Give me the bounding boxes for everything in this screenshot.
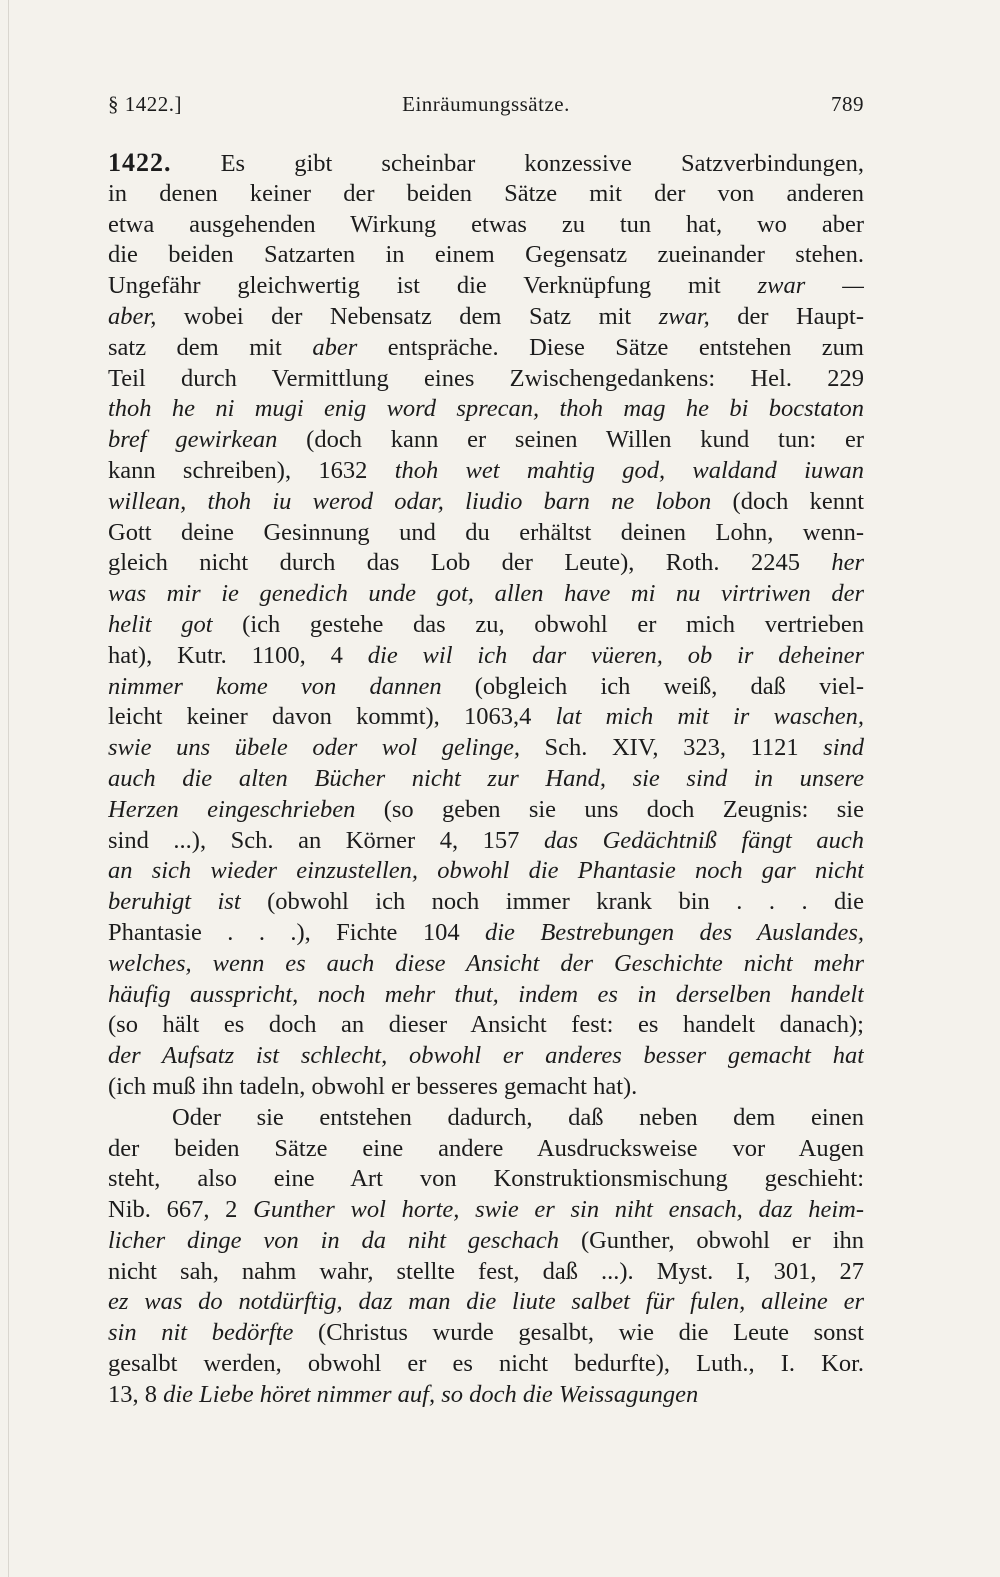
text-run: steht, also eine Art von Konstruktionsmischung geschieht: (108, 1165, 864, 1193)
text-run: nicht sah, nahm wahr, stellte fest, daß ...). Myst. I, 301, 27 (108, 1257, 864, 1285)
text-line (108, 918, 864, 949)
text-run: der beiden Sätze eine andere Ausdrucksweise vor Augen (108, 1134, 864, 1162)
text-run: (obwohl ich noch immer krank bin . . . die (240, 888, 864, 916)
text-run: kann schreiben), 1632 (108, 456, 395, 484)
italic-quotation: die wil ich dar vüeren, ob ir deheiner (367, 641, 864, 669)
italic-quotation: her (831, 549, 864, 577)
italic-quotation: die Liebe höret nimmer auf, so doch die Weissagungen (163, 1380, 699, 1408)
text-line (108, 1257, 864, 1288)
text-line (108, 641, 864, 672)
text-run: (Gunther, obwohl er ihn (559, 1226, 864, 1254)
text-run: Ungefähr gleichwertig ist die Verknüpfung mit (108, 272, 758, 300)
italic-quotation: helit got (108, 610, 213, 638)
section-number: 1422. (108, 148, 172, 177)
italic-quotation: auch die alten Bücher nicht zur Hand, sie sind in unsere (108, 764, 864, 792)
italic-quotation: lat mich mit ir waschen, (555, 703, 864, 731)
text-run: (doch kann er seinen Willen kund tun: er (277, 426, 864, 454)
text-line (108, 1195, 864, 1226)
running-header (108, 92, 864, 126)
italic-quotation: das Gedächtniß fängt auch (543, 826, 864, 854)
text-line (108, 887, 864, 918)
text-line (108, 210, 864, 241)
text-run: Oder sie entstehen dadurch, daß neben dem einen (172, 1103, 864, 1131)
text-line (108, 333, 864, 364)
text-line (108, 702, 864, 733)
text-line (108, 394, 864, 425)
text-run: (Christus wurde gesalbt, wie die Leute sonst (293, 1319, 864, 1347)
text-line (108, 1164, 864, 1195)
text-line (108, 1226, 864, 1257)
text-run: Es gibt scheinbar konzessive Satzverbindungen, (171, 150, 864, 177)
text-run: (so hält es doch an dieser Ansicht fest: es handelt danach); (108, 1011, 864, 1039)
italic-quotation: der Aufsatz ist schlecht, obwohl er anderes besser gemacht hat (108, 1042, 864, 1070)
text-run: hat), Kutr. 1100, 4 (108, 641, 368, 669)
text-run: in denen keiner der beiden Sätze mit der von anderen (108, 179, 864, 207)
text-line (108, 1380, 864, 1411)
text-line (108, 271, 864, 302)
italic-quotation: Herzen eingeschrieben (108, 795, 356, 823)
text-run: gleich nicht durch das Lob der Leute), Roth. 2245 (108, 549, 832, 577)
italic-quotation: die Bestrebungen des Auslandes, (484, 918, 864, 946)
text-line (108, 764, 864, 795)
italic-quotation: ez was do notdürftig, daz man die liute salbet für fulen, alleine er (108, 1288, 864, 1316)
body-text (108, 148, 864, 1411)
header-section: § 1422.] (108, 92, 182, 116)
italic-quotation: zwar, (658, 302, 710, 330)
text-line (108, 672, 864, 703)
text-line (108, 1072, 864, 1103)
italic-quotation: licher dinge von in da niht geschach (108, 1226, 560, 1254)
text-run: etwa ausgehenden Wirkung etwas zu tun hat, wo aber (108, 210, 864, 238)
text-line (108, 795, 864, 826)
text-line (108, 518, 864, 549)
text-line (108, 302, 864, 333)
text-run: Gott deine Gesinnung und du erhältst deinen Lohn, wenn- (108, 518, 864, 546)
text-run: sind ...), Sch. an Körner 4, 157 (108, 826, 544, 854)
text-line (108, 1318, 864, 1349)
page-edge-line (8, 0, 9, 1577)
text-run: (doch kennt (711, 487, 864, 515)
text-line (108, 949, 864, 980)
text-run: (ich gestehe das zu, obwohl er mich vertrieben (212, 610, 864, 638)
italic-quotation: swie uns übele oder wol gelinge, (108, 734, 520, 762)
italic-quotation: welches, wenn es auch diese Ansicht der Geschichte nicht mehr (108, 949, 864, 977)
text-line (108, 1134, 864, 1165)
text-run: (ich muß ihn tadeln, obwohl er besseres gemacht hat). (108, 1072, 638, 1100)
text-line (108, 1041, 864, 1072)
italic-quotation: was mir ie genedich unde got, allen have mi nu virtriwen der (108, 580, 864, 608)
text-line (108, 148, 864, 179)
text-line (108, 487, 864, 518)
text-line (108, 240, 864, 271)
text-line (108, 1287, 864, 1318)
text-line (108, 733, 864, 764)
text-run: der Haupt- (709, 302, 864, 330)
text-run: wobei der Nebensatz dem Satz mit (156, 302, 659, 330)
text-run: leicht keiner davon kommt), 1063,4 (108, 703, 556, 731)
text-line (108, 364, 864, 395)
text-line (108, 579, 864, 610)
italic-quotation: aber (312, 333, 358, 361)
text-line (108, 610, 864, 641)
italic-quotation: aber, (108, 302, 157, 330)
text-line (108, 856, 864, 887)
text-run: Sch. XIV, 323, 1121 (520, 734, 824, 762)
text-run: Teil durch Vermittlung eines Zwischengedankens: Hel. 229 (108, 364, 864, 392)
text-line (108, 826, 864, 857)
text-line (108, 980, 864, 1011)
header-page-number: 789 (831, 92, 864, 116)
italic-quotation: sind (823, 734, 864, 762)
italic-quotation: bref gewirkean (108, 426, 278, 454)
text-line (108, 548, 864, 579)
text-line (108, 425, 864, 456)
italic-quotation: willean, thoh iu werod odar, liudio barn ne lobon (108, 487, 712, 515)
text-run: 13, 8 (108, 1380, 164, 1408)
italic-quotation: zwar — (757, 272, 864, 300)
text-run: gesalbt werden, obwohl er es nicht bedurfte), Luth., I. Kor. (108, 1350, 864, 1378)
text-run: Nib. 667, 2 (108, 1196, 254, 1224)
header-title: Einräumungssätze. (402, 92, 570, 116)
italic-quotation: nimmer kome von dannen (108, 672, 442, 700)
italic-quotation: thoh wet mahtig god, waldand iuwan (394, 456, 864, 484)
text-line (108, 456, 864, 487)
text-run: satz dem mit (108, 333, 313, 361)
text-run: Phantasie . . .), Fichte 104 (108, 918, 485, 946)
italic-quotation: an sich wieder einzustellen, obwohl die Phantasie noch gar nicht (108, 857, 864, 885)
italic-quotation: häufig ausspricht, noch mehr thut, indem es in derselben handelt (108, 980, 864, 1008)
text-run: (so geben sie uns doch Zeugnis: sie (355, 795, 864, 823)
text-run: entspräche. Diese Sätze entstehen zum (357, 333, 864, 361)
text-line (108, 1349, 864, 1380)
italic-quotation: Gunther wol horte, swie er sin niht ensach, daz heim- (253, 1196, 864, 1224)
italic-quotation: thoh he ni mugi enig word sprecan, thoh mag he bi bocstaton (108, 395, 864, 423)
italic-quotation: sin nit bedörfte (108, 1319, 294, 1347)
text-line (108, 1103, 864, 1134)
italic-quotation: beruhigt ist (108, 888, 241, 916)
text-line (108, 1010, 864, 1041)
text-run: (obgleich ich weiß, daß viel- (441, 672, 864, 700)
text-line (108, 179, 864, 210)
text-run: die beiden Satzarten in einem Gegensatz zueinander stehen. (108, 241, 864, 269)
